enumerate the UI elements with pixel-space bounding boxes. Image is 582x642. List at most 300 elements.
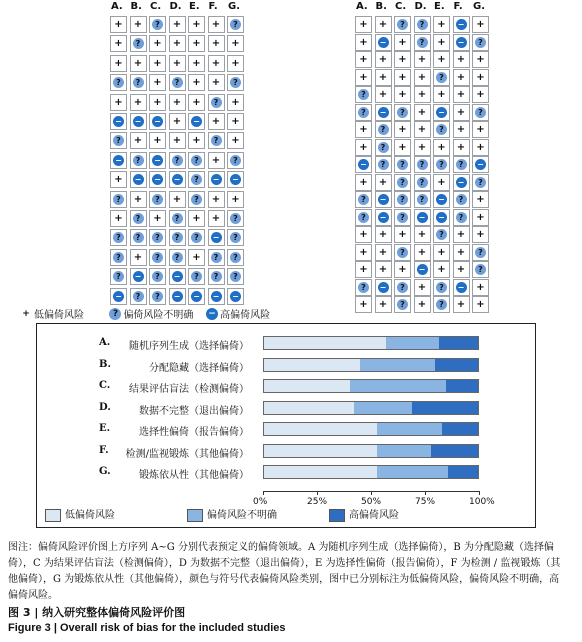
risk-cell [188, 132, 205, 149]
unclear-risk-mark: ? [397, 299, 408, 310]
risk-cell [110, 249, 127, 266]
low-risk-mark: + [133, 57, 143, 69]
high-risk-mark: − [211, 232, 222, 243]
risk-cell [453, 121, 470, 138]
low-risk-mark: + [359, 124, 368, 135]
risk-cell [110, 191, 127, 208]
unclear-risk-mark: ? [133, 232, 144, 243]
risk-cell [169, 249, 186, 266]
legend-low-label: 低偏倚风险 [34, 310, 84, 321]
unclear-risk-mark: ? [397, 247, 408, 258]
risk-cell [208, 74, 225, 91]
unclear-risk-mark: ? [152, 252, 163, 263]
low-risk-mark: + [417, 281, 427, 293]
risk-cell [149, 249, 166, 266]
risk-cell [433, 16, 450, 33]
low-risk-mark: + [378, 54, 388, 65]
risk-cell [394, 174, 411, 191]
risk-cell [208, 171, 225, 188]
risk-cell [130, 132, 147, 149]
high-risk-mark: − [436, 194, 447, 205]
low-risk-mark: + [133, 135, 143, 147]
unclear-risk-mark: ? [475, 177, 486, 188]
unclear-risk-mark: ? [133, 213, 144, 224]
low-risk-mark: + [211, 193, 221, 205]
low-risk-mark: + [456, 229, 466, 240]
low-risk-mark: + [437, 36, 446, 48]
risk-cell [433, 191, 450, 208]
domain-letter: E. [99, 423, 111, 434]
unclear-risk-mark: ? [133, 38, 144, 49]
risk-cell [375, 174, 392, 191]
low-risk-mark: + [133, 251, 143, 263]
risk-cell [394, 296, 411, 313]
bar-segment-low [264, 466, 377, 478]
summary-bar [263, 379, 479, 393]
risk-cell [375, 191, 392, 208]
low-risk-mark: + [114, 96, 123, 108]
low-risk-mark: + [456, 246, 466, 258]
risk-cell [149, 35, 166, 52]
low-risk-mark: + [476, 229, 485, 240]
risk-cell [414, 191, 431, 208]
high-risk-mark: − [230, 291, 241, 302]
high-risk-mark: − [133, 271, 144, 282]
unclear-risk-mark: ? [133, 155, 144, 166]
summary-bar [263, 401, 479, 415]
unclear-risk-mark: ? [417, 19, 428, 30]
low-risk-mark: + [172, 57, 182, 69]
risk-cell [453, 69, 470, 86]
low-risk-mark: + [437, 54, 446, 65]
risk-cell [472, 209, 489, 226]
unclear-risk-mark: ? [436, 299, 447, 310]
unclear-risk-mark: ? [358, 282, 369, 293]
risk-cell [453, 244, 470, 261]
figure-title-cn: 图 3 | 纳入研究整体偏倚风险评价图 [8, 606, 186, 619]
unclear-risk-mark: ? [113, 252, 124, 263]
risk-cell [110, 94, 127, 111]
low-risk-mark: + [417, 89, 427, 100]
risk-cell [394, 16, 411, 33]
low-risk-mark: + [172, 38, 182, 50]
risk-cell [355, 16, 372, 33]
low-risk-mark: + [476, 194, 485, 205]
high-risk-mark: − [436, 107, 447, 118]
high-risk-mark: − [191, 116, 202, 127]
unclear-risk-mark: ? [113, 77, 124, 88]
high-risk-mark: − [113, 116, 124, 127]
low-risk-mark: + [359, 299, 368, 310]
low-risk-mark: + [456, 141, 466, 153]
risk-cell [227, 35, 244, 52]
unclear-risk-mark: ? [397, 212, 408, 223]
risk-cell [433, 226, 450, 243]
low-risk-mark: + [211, 116, 221, 127]
risk-cell [375, 156, 392, 173]
legend-swatch [187, 509, 203, 522]
high-risk-mark: − [113, 291, 124, 302]
risk-cell [355, 121, 372, 138]
low-risk-mark: + [437, 264, 446, 275]
high-risk-mark: − [436, 212, 447, 223]
risk-cell [149, 132, 166, 149]
domain-label: 随机序列生成（选择偏倚） [129, 341, 249, 352]
risk-cell [433, 51, 450, 68]
unclear-risk-mark: ? [191, 271, 202, 282]
risk-cell [188, 249, 205, 266]
low-risk-mark: + [153, 135, 162, 147]
low-risk-mark: + [114, 213, 123, 224]
low-risk-mark: + [378, 229, 388, 240]
low-risk-mark: + [398, 124, 407, 135]
bar-segment-high [439, 337, 478, 349]
risk-cell [208, 16, 225, 33]
risk-cell [188, 191, 205, 208]
unclear-risk-mark: ? [456, 212, 467, 223]
high-risk-mark: − [417, 264, 428, 275]
low-risk-mark: + [211, 19, 221, 30]
risk-cell [472, 174, 489, 191]
domain-label: 选择性偏倚（报告偏倚） [139, 427, 249, 438]
low-risk-mark: + [398, 71, 407, 83]
low-risk-mark: + [417, 124, 427, 135]
high-risk-mark: − [378, 194, 389, 205]
summary-bar [263, 358, 479, 372]
risk-cell [149, 16, 166, 33]
low-risk-mark: + [133, 19, 143, 30]
unclear-risk-mark: ? [113, 194, 124, 205]
risk-cell [169, 152, 186, 169]
low-risk-mark: + [359, 71, 368, 83]
high-risk-mark: − [172, 291, 183, 302]
risk-cell [375, 86, 392, 103]
risk-cell [355, 174, 372, 191]
risk-cell [130, 113, 147, 130]
unclear-risk-mark: ? [133, 77, 144, 88]
unclear-risk-icon: ? [109, 308, 121, 320]
legend-label: 偏倚风险不明确 [207, 510, 277, 521]
risk-cell [394, 86, 411, 103]
domain-letter: A. [99, 337, 111, 348]
risk-cell [472, 34, 489, 51]
high-risk-icon: − [206, 308, 218, 320]
low-risk-mark: + [398, 141, 407, 153]
unclear-risk-mark: ? [397, 107, 408, 118]
risk-cell [394, 191, 411, 208]
unclear-risk-mark: ? [358, 89, 369, 100]
unclear-risk-mark: ? [436, 159, 447, 170]
risk-cell [355, 69, 372, 86]
summary-legend-item [45, 506, 115, 522]
risk-cell [130, 152, 147, 169]
risk-cell [130, 16, 147, 33]
high-risk-mark: − [456, 282, 467, 293]
low-risk-mark: + [378, 176, 388, 188]
low-risk-mark: + [211, 213, 221, 224]
risk-cell [355, 156, 372, 173]
risk-cell [110, 288, 127, 305]
risk-cell [130, 268, 147, 285]
low-risk-mark: + [417, 299, 427, 310]
risk-cell [169, 74, 186, 91]
risk-cell [472, 104, 489, 121]
unclear-risk-mark: ? [230, 232, 241, 243]
risk-cell [208, 288, 225, 305]
risk-cell [188, 152, 205, 169]
high-risk-mark: − [417, 212, 428, 223]
x-tick-mark [263, 491, 264, 495]
bar-segment-low [264, 445, 377, 457]
low-risk-mark: + [476, 54, 485, 65]
unclear-risk-mark: ? [172, 213, 183, 224]
risk-cell [110, 171, 127, 188]
risk-cell [355, 191, 372, 208]
risk-cell [227, 152, 244, 169]
low-risk-mark: + [359, 229, 368, 240]
risk-cell [188, 229, 205, 246]
unclear-risk-mark: ? [230, 252, 241, 263]
risk-cell [472, 296, 489, 313]
x-tick-label: 75% [415, 496, 436, 507]
risk-cell [110, 152, 127, 169]
risk-cell [227, 113, 244, 130]
risk-cell [472, 244, 489, 261]
low-risk-mark: + [231, 38, 240, 50]
unclear-risk-mark: ? [456, 194, 467, 205]
risk-cell [414, 16, 431, 33]
column-header-e: E. [434, 1, 445, 12]
legend-swatch [45, 509, 61, 522]
risk-cell [472, 16, 489, 33]
unclear-risk-mark: ? [172, 252, 183, 263]
unclear-risk-mark: ? [436, 229, 447, 240]
risk-cell [227, 74, 244, 91]
risk-cell [188, 268, 205, 285]
risk-cell [110, 35, 127, 52]
x-tick-label: 25% [307, 496, 328, 507]
x-tick-mark [425, 491, 426, 495]
risk-cell [110, 113, 127, 130]
risk-cell [169, 268, 186, 285]
risk-cell [414, 226, 431, 243]
risk-cell [414, 34, 431, 51]
risk-cell [375, 121, 392, 138]
unclear-risk-mark: ? [417, 159, 428, 170]
risk-cell [433, 156, 450, 173]
risk-cell [130, 171, 147, 188]
risk-cell [227, 16, 244, 33]
unclear-risk-mark: ? [172, 155, 183, 166]
risk-cell [414, 296, 431, 313]
low-risk-mark: + [114, 57, 123, 69]
risk-cell [472, 121, 489, 138]
legend-high-label: 高偏倚风险 [220, 310, 271, 321]
high-risk-mark: − [211, 174, 222, 185]
x-tick-mark [317, 491, 318, 495]
low-risk-mark: + [417, 106, 427, 118]
bar-segment-high [435, 359, 478, 371]
domain-letter: G. [99, 466, 111, 477]
risk-cell [355, 296, 372, 313]
risk-cell [208, 229, 225, 246]
low-risk-mark: + [192, 77, 201, 89]
risk-cell [149, 152, 166, 169]
low-risk-mark: + [231, 96, 240, 108]
risk-cell [227, 94, 244, 111]
high-risk-mark: − [133, 174, 144, 185]
risk-cell [149, 74, 166, 91]
risk-cell [375, 296, 392, 313]
low-risk-mark: + [476, 71, 485, 83]
risk-cell [208, 249, 225, 266]
column-header-b: B. [375, 1, 387, 12]
low-risk-mark: + [192, 57, 201, 69]
low-risk-mark: + [456, 106, 466, 118]
unclear-risk-mark: ? [358, 107, 369, 118]
risk-cell [453, 16, 470, 33]
unclear-risk-mark: ? [191, 155, 202, 166]
low-risk-mark: + [172, 96, 182, 108]
risk-cell [355, 86, 372, 103]
risk-cell [169, 113, 186, 130]
unclear-risk-mark: ? [211, 271, 222, 282]
legend-swatch [329, 509, 345, 522]
risk-cell [433, 86, 450, 103]
unclear-risk-mark: ? [417, 194, 428, 205]
risk-cell [169, 16, 186, 33]
low-risk-mark: + [378, 299, 388, 310]
low-risk-mark: + [231, 57, 240, 69]
low-risk-mark: + [417, 246, 427, 258]
unclear-risk-mark: ? [417, 177, 428, 188]
risk-cell [414, 174, 431, 191]
column-header-a: A. [111, 1, 123, 12]
low-risk-mark: + [153, 96, 162, 108]
bar-segment-high [442, 423, 478, 435]
risk-cell [355, 209, 372, 226]
risk-cell [453, 279, 470, 296]
unclear-risk-mark: ? [475, 37, 486, 48]
risk-cell [453, 226, 470, 243]
low-risk-mark: + [437, 246, 446, 258]
risk-cell [394, 139, 411, 156]
high-risk-mark: − [172, 174, 183, 185]
risk-cell [375, 104, 392, 121]
high-risk-mark: − [152, 174, 163, 185]
risk-cell [414, 69, 431, 86]
bar-segment-unclear [377, 445, 431, 457]
summary-bar [263, 422, 479, 436]
domain-label: 锻炼依从性（其他偏倚） [139, 470, 249, 481]
low-risk-mark: + [133, 193, 143, 205]
risk-cell [169, 171, 186, 188]
risk-cell [149, 191, 166, 208]
risk-cell [227, 132, 244, 149]
low-risk-mark: + [398, 264, 407, 275]
unclear-risk-mark: ? [397, 282, 408, 293]
column-header-c: C. [395, 1, 407, 12]
bar-segment-unclear [377, 466, 448, 478]
unclear-risk-mark: ? [172, 77, 183, 88]
risk-cell [188, 74, 205, 91]
risk-cell [110, 16, 127, 33]
unclear-risk-mark: ? [152, 271, 163, 282]
low-risk-mark: + [359, 54, 368, 65]
unclear-risk-mark: ? [397, 159, 408, 170]
column-header-d: D. [169, 1, 182, 12]
low-risk-mark: + [378, 71, 388, 83]
risk-cell [188, 94, 205, 111]
risk-cell [227, 171, 244, 188]
risk-cell [130, 94, 147, 111]
risk-cell [110, 229, 127, 246]
unclear-risk-mark: ? [133, 291, 144, 302]
risk-cell [227, 268, 244, 285]
unclear-risk-mark: ? [475, 264, 486, 275]
unclear-risk-mark: ? [230, 213, 241, 224]
column-header-f: F. [208, 1, 218, 12]
low-risk-mark: + [476, 124, 485, 135]
unclear-risk-mark: ? [152, 194, 163, 205]
high-risk-mark: − [378, 282, 389, 293]
risk-cell [453, 174, 470, 191]
risk-cell [394, 226, 411, 243]
unclear-risk-mark: ? [436, 282, 447, 293]
low-risk-mark: + [133, 96, 143, 108]
risk-cell [375, 51, 392, 68]
low-risk-mark: + [456, 299, 466, 310]
risk-cell [188, 35, 205, 52]
domain-letter: C. [99, 380, 111, 391]
unclear-risk-mark: ? [358, 194, 369, 205]
low-risk-mark: + [172, 135, 182, 147]
risk-cell [472, 86, 489, 103]
risk-cell [472, 139, 489, 156]
unclear-risk-mark: ? [191, 174, 202, 185]
column-header-g: G. [473, 1, 486, 12]
unclear-risk-mark: ? [417, 37, 428, 48]
risk-cell [375, 34, 392, 51]
risk-cell [375, 139, 392, 156]
low-risk-mark: + [456, 54, 466, 65]
domain-label: 分配隐藏（选择偏倚） [149, 362, 249, 374]
risk-cell [355, 279, 372, 296]
risk-cell [394, 156, 411, 173]
risk-cell [375, 261, 392, 278]
unclear-risk-mark: ? [152, 291, 163, 302]
low-risk-mark: + [359, 19, 368, 30]
x-tick-mark [371, 491, 372, 495]
low-risk-mark: + [114, 38, 123, 50]
bar-segment-low [264, 402, 354, 414]
risk-cell [227, 229, 244, 246]
summary-bar [263, 336, 479, 350]
low-risk-mark: + [114, 174, 123, 186]
low-risk-mark: + [398, 229, 407, 240]
risk-cell [208, 132, 225, 149]
low-risk-mark: + [378, 19, 388, 30]
risk-cell [188, 171, 205, 188]
risk-cell [208, 55, 225, 72]
low-risk-mark: + [211, 77, 221, 89]
risk-cell [375, 16, 392, 33]
column-header-d: D. [414, 1, 427, 12]
risk-cell [188, 210, 205, 227]
risk-cell [208, 94, 225, 111]
bar-segment-unclear [386, 337, 440, 349]
domain-label: 检测/监视锻炼（其他偏倚） [125, 448, 249, 460]
